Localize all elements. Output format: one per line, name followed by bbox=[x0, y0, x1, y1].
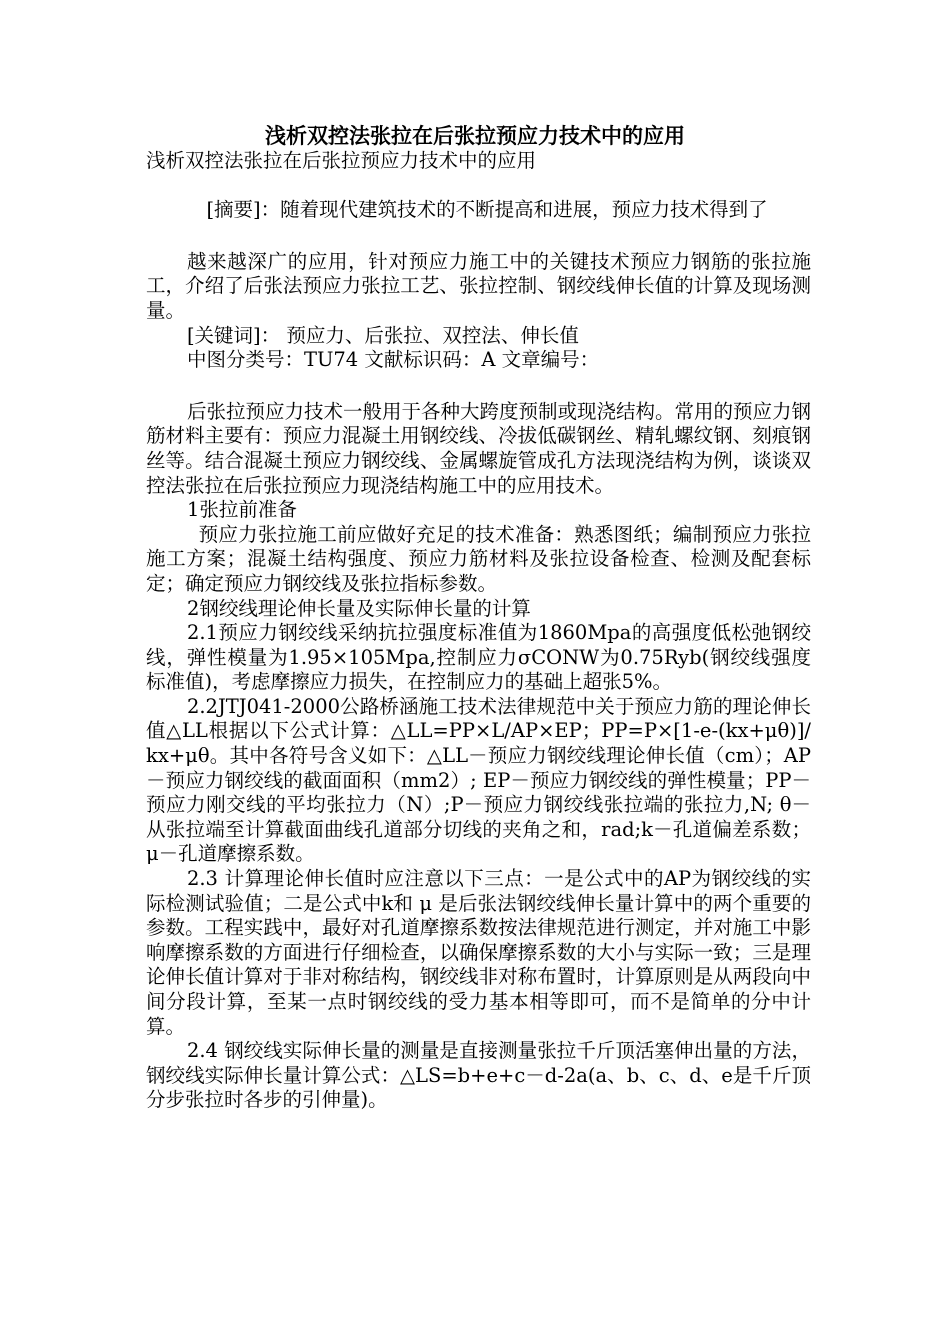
spacer bbox=[146, 174, 811, 199]
abstract-line-2: 越来越深广的应用，针对预应力施工中的关键技术预应力钢筋的张拉施工，介绍了后张法预应力张拉工艺、张拉控制、钢绞线伸长值的计算及现场测量。 bbox=[146, 249, 811, 322]
paragraph-2-3: 2.3 计算理论伸长值时应注意以下三点：一是公式中的AP为钢绞线的实际检测试验值；二是公式中k和 μ 是后张法钢绞线伸长量计算中的两个重要的参数。工程实践中，最好对孔道摩擦系数按法律规范进行测定，并对施工中影响摩擦系数的方面进行仔细检查，以确保摩擦系数的大小与实际一致；三是理论伸长值计算对于非对称结构，钢绞线非对称布置时，计算原则是从两段向中间分段计算，至某一点时钢绞线的受力基本相等即可，而不是简单的分中计算。 bbox=[146, 867, 811, 1038]
paragraph-2-2: 2.2JTJ041-2000公路桥涵施工技术法律规范中关于预应力筋的理论伸长值△LL根据以下公式计算：△LL=PP×L/AP×EP；PP=P×[1-e-(kx+μθ)]/ kx+μθ。其中各符号含义如下：△LL－预应力钢绞线理论伸长值（cm）；AP－预应力钢绞线的截面面积（mm2）; EP－预应力钢绞线的弹性模量；PP－预应力刚交线的平均张拉力（N）;P－预应力钢绞线张拉端的张拉力,N; θ－从张拉端至计算截面曲线孔道部分切线的夹角之和，rad;k－孔道偏差系数；μ－孔道摩擦系数。 bbox=[146, 694, 811, 866]
keywords: [关键词]： 预应力、后张拉、双控法、伸长值 bbox=[186, 323, 579, 347]
paragraph-1: 预应力张拉施工前应做好充足的技术准备：熟悉图纸；编制预应力张拉施工方案；混凝土结构强度、预应力筋材料及张拉设备检查、检测及配套标定；确定预应力钢绞线及张拉指标参数。 bbox=[146, 522, 811, 595]
document-title: 浅析双控法张拉在后张拉预应力技术中的应用 bbox=[265, 123, 685, 148]
spacer bbox=[146, 223, 811, 250]
paragraph-2-4: 2.4 钢绞线实际伸长量的测量是直接测量张拉千斤顶活塞伸出量的方法，钢绞线实际伸长量计算公式：△LS=b+e+c－d-2a(a、b、c、d、e是千斤顶分步张拉时各步的引伸量)。 bbox=[146, 1039, 811, 1112]
spacer bbox=[146, 373, 811, 400]
section-heading-2: 2钢绞线理论伸长量及实际伸长量的计算 bbox=[186, 596, 531, 620]
paragraph-intro: 后张拉预应力技术一般用于各种大跨度预制或现浇结构。常用的预应力钢筋材料主要有：预应力混凝土用钢绞线、冷拔低碳钢丝、精轧螺纹钢、刻痕钢丝等。结合混凝土预应力钢绞线、金属螺旋管成孔方法现浇结构为例，谈谈双控法张拉在后张拉预应力现浇结构施工中的应用技术。 bbox=[146, 399, 811, 497]
section-heading-1: 1张拉前准备 bbox=[186, 498, 297, 522]
abstract-line-1: [摘要]：随着现代建筑技术的不断提高和进展，预应力技术得到了 bbox=[206, 198, 768, 222]
document-subtitle: 浅析双控法张拉在后张拉预应力技术中的应用 bbox=[146, 149, 537, 172]
document-body bbox=[146, 149, 811, 1113]
paragraph-2-1: 2.1预应力钢绞线采纳抗拉强度标准值为1860Mpa的高强度低松弛钢绞线，弹性模量为1.95×105Mpa,控制应力σCONW为0.75Ryb(钢绞线强度标准值)，考虑摩擦应力损失，在控制应力的基础上超张5%。 bbox=[146, 621, 811, 694]
classification: 中图分类号：TU74 文献标识码：A 文章编号： bbox=[186, 348, 600, 372]
